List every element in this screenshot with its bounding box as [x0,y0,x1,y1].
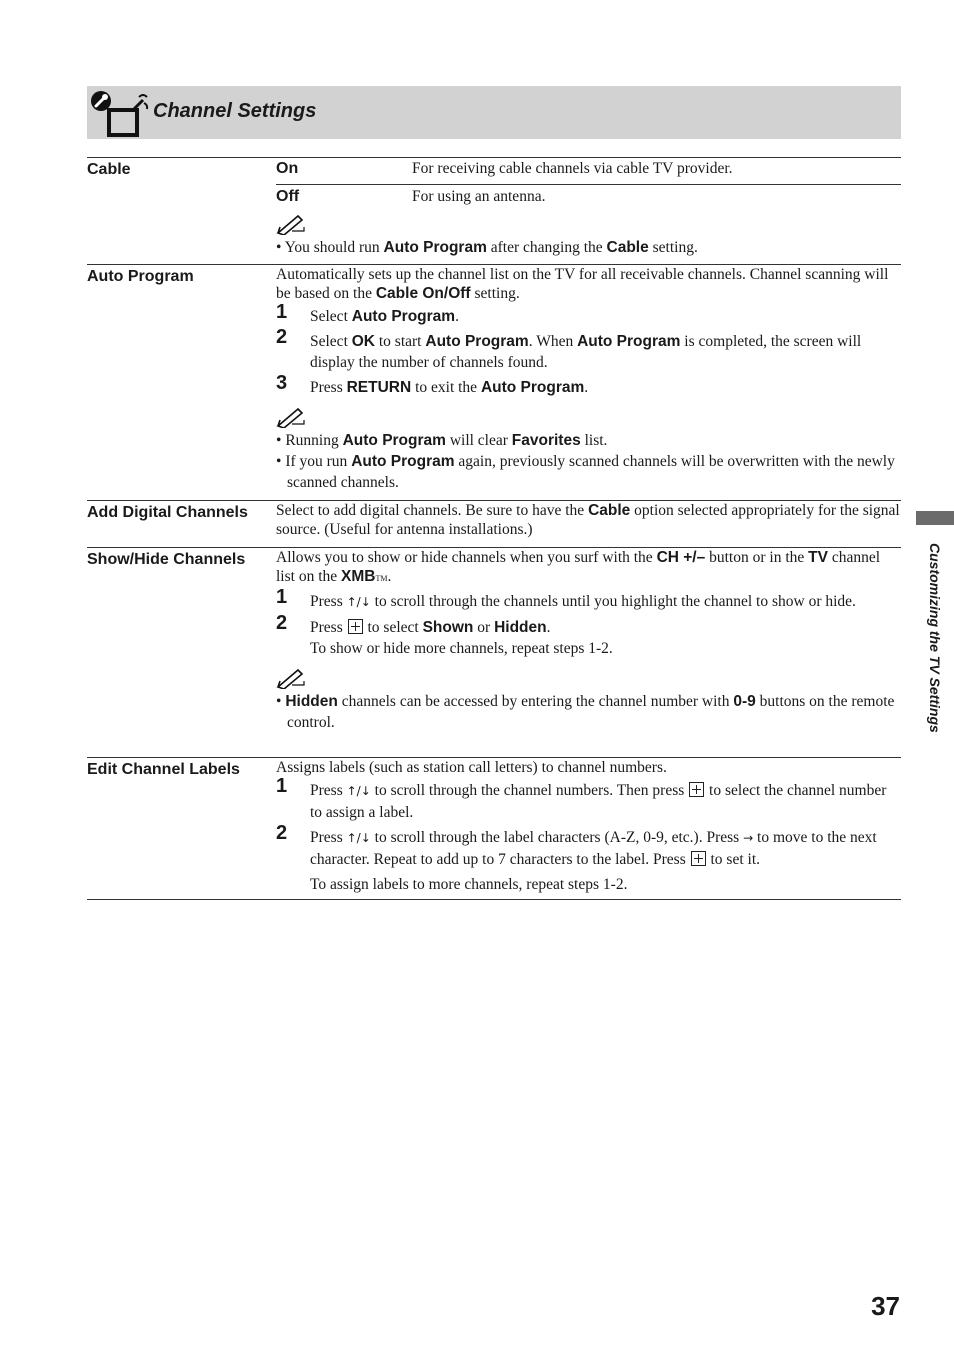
intro-text [276,265,901,303]
row-body [276,758,901,896]
description [276,501,901,539]
term: Auto Program [351,308,456,325]
text: Running [285,432,339,449]
term: / [443,285,449,302]
text: Press [310,829,343,846]
table-row-auto-program [87,264,901,500]
section-tab-marker [916,511,954,525]
chapter-side-label: Customizing the TV Settings [927,543,943,733]
row-label: Edit Channel Labels [87,761,240,778]
term: Auto Program [425,333,529,350]
text: . [584,379,589,396]
bullet-glyph: • [276,239,282,256]
text: setting. [652,239,698,256]
text: channels can be accessed by entering the channel number with [341,693,730,710]
text: Press [310,619,343,636]
step-subtext: To show or hide more channels, repeat steps 1-2. [310,640,613,657]
bullet-glyph: • [276,453,282,470]
note-item [276,691,901,733]
note-pencil-icon [276,667,901,691]
wrench-tv-antenna-icon [89,89,153,139]
text: Select [310,333,348,350]
term: Favorites [511,432,581,449]
text: You should run [284,239,380,256]
section-header [87,86,901,139]
text: again, previously scanned channels will be overwritten with the newly scanned channels. [287,453,895,491]
trademark: TM [375,574,388,583]
text: Automatically sets up the channel list on the TV for all receivable channels. Channel scanning will be based on the [276,266,889,302]
text: buttons on the remote control. [287,693,895,731]
bullet-glyph: • [276,432,282,449]
up-down-arrow-icon: ↑/↓ [346,784,371,798]
row-body [276,265,901,494]
term: 0-9 [733,693,756,710]
text: Press [310,593,343,610]
text: Press [310,379,343,396]
table-row-cable [87,157,901,264]
term: TV [808,549,828,566]
text: to select the channel number to assign a label. [310,782,887,821]
text: or [477,619,491,636]
enter-button-icon [348,619,363,634]
right-arrow-icon: → [743,831,754,845]
page-title: Channel Settings [153,100,317,122]
term: Auto Program [342,432,446,449]
text: Select [310,308,348,325]
term: Hidden [285,693,338,710]
row-body [276,548,901,734]
page-number: 37 [871,1291,900,1321]
text: setting. [474,285,520,302]
term: Cable [606,239,649,256]
text: . [546,619,551,636]
term: RETURN [346,379,412,396]
text: . [455,308,459,325]
term: Shown [422,619,474,636]
option-on [276,158,901,184]
note-pencil-icon [276,213,901,237]
text: will clear [449,432,508,449]
step-number: 2 [276,612,288,634]
option-key: Off [276,188,300,205]
text: to start [378,333,422,350]
step-number: 3 [276,372,288,394]
text: If you run [285,453,348,470]
text: Press [310,782,343,799]
term: XMB [341,568,376,585]
text: . When [528,333,574,350]
text: button or in the [709,549,805,566]
step [276,612,901,638]
text: is completed, the screen will display the number of channels found. [310,333,862,371]
term: Auto Program [383,239,487,256]
step [276,775,901,823]
note-item [276,237,901,258]
intro-text [276,548,901,588]
row-label: Cable [87,161,131,178]
term: OK [351,333,375,350]
row-label: Show/Hide Channels [87,551,246,568]
step [276,822,901,870]
step-number: 2 [276,326,288,348]
table-row-add-digital [87,500,901,547]
row-body [276,501,901,540]
intro-text: Assigns labels (such as station call letters) to channel numbers. [276,759,667,776]
term: Auto Program [351,453,455,470]
term: Hidden [494,619,547,636]
text: to scroll through the channel numbers. Then press [374,782,685,799]
step [276,326,901,373]
text: channel list on the [276,549,881,585]
step-number: 2 [276,822,288,844]
text: list. [584,432,608,449]
note-pencil-icon [276,406,901,430]
option-desc: For using an antenna. [412,188,546,205]
step-number: 1 [276,301,288,323]
table-row-edit-labels [87,757,901,900]
text: option selected appropriately for the signal source. (Useful for antenna installations.) [276,502,900,538]
step-number: 1 [276,586,288,608]
text: . [387,568,392,585]
option-key: On [276,160,299,177]
row-body [276,158,901,259]
text: to scroll through the label characters (A-Z, 0-9, etc.). Press [374,829,740,846]
option-off [276,184,901,207]
enter-button-icon [689,782,704,797]
table-row-show-hide [87,547,901,757]
text: to exit the [415,379,478,396]
text: to move to the next character. Repeat to add up to 7 characters to the label. Press [310,829,877,868]
row-label: Add Digital Channels [87,504,248,521]
up-down-arrow-icon: ↑/↓ [346,595,371,609]
term: Auto Program [480,379,585,396]
enter-button-icon [691,851,706,866]
step [276,301,901,327]
text: to scroll through the channels until you highlight the channel to show or hide. [374,593,856,610]
term: CH +/– [656,549,706,566]
text: Select to add digital channels. Be sure to have the [276,502,585,519]
term: Off [448,285,471,302]
text: to set it. [710,851,760,868]
term: Cable [588,502,631,519]
up-down-arrow-icon: ↑/↓ [346,831,371,845]
text: to select [367,619,419,636]
note-item [276,451,901,493]
row-label: Auto Program [87,268,194,285]
note-item [276,430,901,451]
settings-table [87,157,901,900]
step [276,372,901,398]
term: Auto Program [577,333,681,350]
step-number: 1 [276,775,288,797]
text: Allows you to show or hide channels when you surf with the [276,549,653,566]
bullet-glyph: • [276,693,282,710]
option-desc: For receiving cable channels via cable TV provider. [412,160,733,177]
text: after changing the [490,239,603,256]
step [276,586,901,613]
step-subtext: To assign labels to more channels, repeat steps 1-2. [310,876,628,893]
term: Cable On [375,285,444,302]
